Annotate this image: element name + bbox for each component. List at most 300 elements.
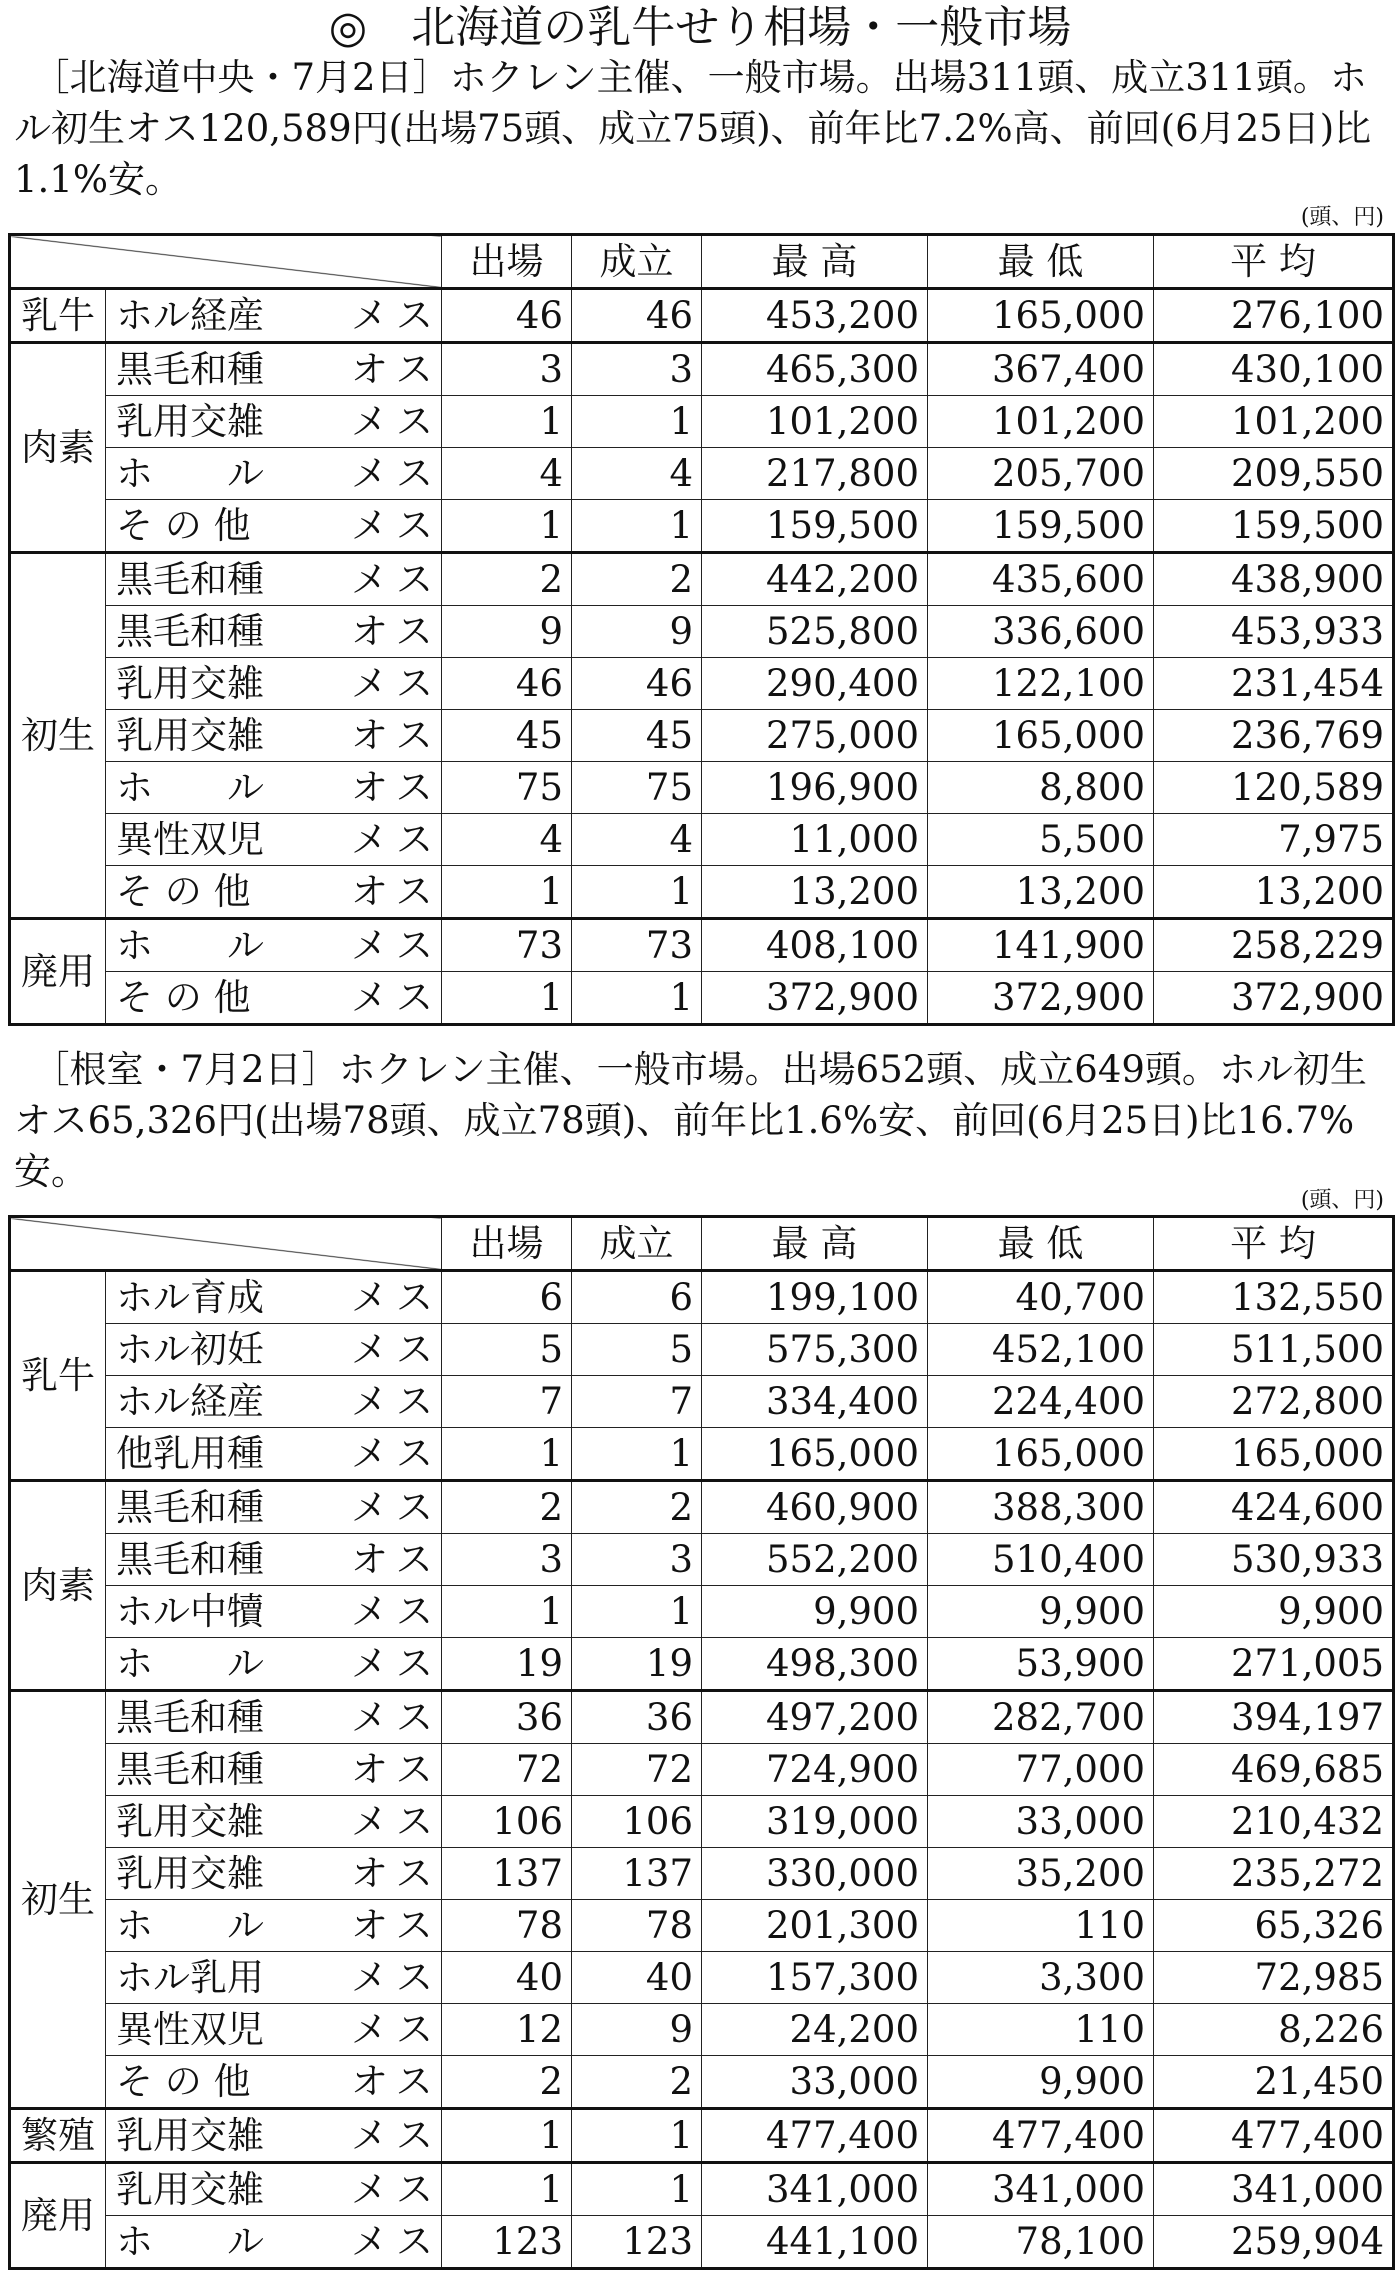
value-cell: 394,197 (1154, 1691, 1394, 1744)
column-header: 最 低 (928, 235, 1154, 289)
item-cell (106, 1952, 442, 2004)
item-name: 乳用交雑 (116, 1800, 264, 1843)
value-cell: 272,800 (1154, 1376, 1394, 1428)
table-row (10, 1481, 1394, 1534)
table-row (10, 2004, 1394, 2056)
value-cell: 165,000 (928, 1428, 1154, 1481)
value-cell: 497,200 (702, 1691, 928, 1744)
value-cell: 2 (442, 553, 572, 606)
value-cell: 106 (572, 1796, 702, 1848)
item-sex: オス (351, 870, 441, 913)
item-sex: オス (351, 348, 441, 391)
item-cell (106, 972, 442, 1025)
item-name: そ の 他 (116, 976, 251, 1019)
category-cell: 乳牛 (10, 289, 106, 343)
value-cell: 438,900 (1154, 553, 1394, 606)
item-cell (106, 2216, 442, 2269)
item-cell (106, 1586, 442, 1638)
item-cell (106, 658, 442, 710)
item-sex: オス (351, 1852, 441, 1895)
value-cell: 36 (442, 1691, 572, 1744)
table-row (10, 2109, 1394, 2163)
value-cell: 45 (442, 710, 572, 762)
value-cell: 453,200 (702, 289, 928, 343)
value-cell: 159,500 (928, 500, 1154, 553)
column-header: 最 高 (702, 1217, 928, 1271)
value-cell: 4 (572, 448, 702, 500)
table-row (10, 1586, 1394, 1638)
column-header: 平 均 (1154, 1217, 1394, 1271)
item-cell (106, 500, 442, 553)
item-name: ホル育成 (116, 1276, 264, 1319)
value-cell: 367,400 (928, 343, 1154, 396)
value-cell: 110 (928, 2004, 1154, 2056)
value-cell: 724,900 (702, 1744, 928, 1796)
value-cell: 199,100 (702, 1271, 928, 1324)
item-sex: オス (351, 1904, 441, 1947)
value-cell: 106 (442, 1796, 572, 1848)
value-cell: 231,454 (1154, 658, 1394, 710)
category-cell: 肉素 (10, 343, 106, 553)
value-cell: 3,300 (928, 1952, 1154, 2004)
item-name: 黒毛和種 (116, 1486, 264, 1529)
column-header: 最 高 (702, 235, 928, 289)
table-row (10, 1900, 1394, 1952)
value-cell: 46 (572, 289, 702, 343)
value-cell: 2 (572, 2056, 702, 2109)
item-cell (106, 1428, 442, 1481)
table-row (10, 762, 1394, 814)
item-name: 異性双児 (116, 2008, 264, 2051)
header-diagonal-corner (10, 1217, 442, 1271)
item-sex: メス (351, 662, 441, 705)
table-row (10, 919, 1394, 972)
table-row (10, 1271, 1394, 1324)
table-row (10, 289, 1394, 343)
column-header: 最 低 (928, 1217, 1154, 1271)
category-cell: 初生 (10, 553, 106, 919)
value-cell: 452,100 (928, 1324, 1154, 1376)
item-sex: メス (351, 976, 441, 1019)
value-cell: 408,100 (702, 919, 928, 972)
column-header: 平 均 (1154, 235, 1394, 289)
item-name: 乳用交雑 (116, 2114, 264, 2157)
category-cell: 廃用 (10, 919, 106, 1025)
value-cell: 141,900 (928, 919, 1154, 972)
item-name: ホ ル (116, 1642, 264, 1685)
value-cell: 217,800 (702, 448, 928, 500)
item-name: そ の 他 (116, 870, 251, 913)
item-cell (106, 606, 442, 658)
item-cell (106, 1324, 442, 1376)
table-row (10, 658, 1394, 710)
item-sex: メス (351, 2220, 441, 2263)
value-cell: 3 (572, 1534, 702, 1586)
value-cell: 9 (572, 2004, 702, 2056)
value-cell: 453,933 (1154, 606, 1394, 658)
item-cell (106, 1744, 442, 1796)
item-cell (106, 1376, 442, 1428)
value-cell: 13,200 (702, 866, 928, 919)
item-cell (106, 2109, 442, 2163)
value-cell: 137 (442, 1848, 572, 1900)
item-cell (106, 1271, 442, 1324)
table-row (10, 972, 1394, 1025)
value-cell: 9,900 (702, 1586, 928, 1638)
value-cell: 6 (572, 1271, 702, 1324)
table-row (10, 2216, 1394, 2269)
value-cell: 276,100 (1154, 289, 1394, 343)
item-name: ホル乳用 (116, 1956, 264, 1999)
value-cell: 210,432 (1154, 1796, 1394, 1848)
value-cell: 290,400 (702, 658, 928, 710)
value-cell: 336,600 (928, 606, 1154, 658)
value-cell: 1 (572, 396, 702, 448)
value-cell: 341,000 (1154, 2163, 1394, 2216)
item-name: 黒毛和種 (116, 558, 264, 601)
value-cell: 477,400 (702, 2109, 928, 2163)
table-row (10, 500, 1394, 553)
value-cell: 53,900 (928, 1638, 1154, 1691)
value-cell: 40,700 (928, 1271, 1154, 1324)
value-cell: 19 (572, 1638, 702, 1691)
item-cell (106, 1900, 442, 1952)
value-cell: 552,200 (702, 1534, 928, 1586)
item-cell (106, 710, 442, 762)
value-cell: 201,300 (702, 1900, 928, 1952)
value-cell: 1 (442, 396, 572, 448)
item-cell (106, 1796, 442, 1848)
item-name: 乳用交雑 (116, 714, 264, 757)
value-cell: 209,550 (1154, 448, 1394, 500)
table-row (10, 396, 1394, 448)
category-cell: 肉素 (10, 1481, 106, 1691)
value-cell: 101,200 (928, 396, 1154, 448)
item-name: そ の 他 (116, 2060, 251, 2103)
item-name: ホル中犢 (116, 1590, 264, 1633)
item-name: 乳用交雑 (116, 2168, 264, 2211)
value-cell: 2 (442, 1481, 572, 1534)
value-cell: 132,550 (1154, 1271, 1394, 1324)
value-cell: 1 (442, 2163, 572, 2216)
item-cell (106, 553, 442, 606)
value-cell: 35,200 (928, 1848, 1154, 1900)
value-cell: 465,300 (702, 343, 928, 396)
value-cell: 430,100 (1154, 343, 1394, 396)
item-cell (106, 2004, 442, 2056)
value-cell: 5,500 (928, 814, 1154, 866)
table-header-row (10, 235, 1394, 289)
column-header: 出場 (442, 1217, 572, 1271)
value-cell: 205,700 (928, 448, 1154, 500)
value-cell: 282,700 (928, 1691, 1154, 1744)
value-cell: 24,200 (702, 2004, 928, 2056)
value-cell: 442,200 (702, 553, 928, 606)
item-name: 乳用交雑 (116, 400, 264, 443)
value-cell: 120,589 (1154, 762, 1394, 814)
item-name: ホ ル (116, 2220, 264, 2263)
value-cell: 11,000 (702, 814, 928, 866)
item-sex: オス (351, 610, 441, 653)
value-cell: 2 (572, 1481, 702, 1534)
value-cell: 33,000 (928, 1796, 1154, 1848)
value-cell: 1 (572, 500, 702, 553)
value-cell: 8,226 (1154, 2004, 1394, 2056)
item-name: 黒毛和種 (116, 348, 264, 391)
value-cell: 40 (442, 1952, 572, 2004)
value-cell: 36 (572, 1691, 702, 1744)
item-sex: メス (351, 400, 441, 443)
value-cell: 575,300 (702, 1324, 928, 1376)
column-header: 成立 (572, 1217, 702, 1271)
table-row (10, 1428, 1394, 1481)
value-cell: 341,000 (702, 2163, 928, 2216)
item-name: 黒毛和種 (116, 1538, 264, 1581)
page-title: ◎ 北海道の乳牛せり相場・一般市場 (328, 2, 1072, 53)
value-cell: 469,685 (1154, 1744, 1394, 1796)
item-sex: メス (351, 1432, 441, 1475)
value-cell: 9,900 (928, 2056, 1154, 2109)
item-sex: オス (351, 714, 441, 757)
table-row (10, 606, 1394, 658)
value-cell: 75 (442, 762, 572, 814)
item-sex: メス (351, 2008, 441, 2051)
item-cell (106, 1534, 442, 1586)
value-cell: 72,985 (1154, 1952, 1394, 2004)
item-sex: メス (351, 1590, 441, 1633)
value-cell: 8,800 (928, 762, 1154, 814)
value-cell: 6 (442, 1271, 572, 1324)
item-cell (106, 1848, 442, 1900)
value-cell: 137 (572, 1848, 702, 1900)
value-cell: 510,400 (928, 1534, 1154, 1586)
item-sex: オス (351, 2060, 441, 2103)
item-sex: メス (351, 1956, 441, 1999)
value-cell: 7,975 (1154, 814, 1394, 866)
item-sex: メス (351, 1380, 441, 1423)
value-cell: 123 (442, 2216, 572, 2269)
value-cell: 78 (572, 1900, 702, 1952)
value-cell: 4 (442, 814, 572, 866)
table-row (10, 2163, 1394, 2216)
item-name: ホ ル (116, 452, 264, 495)
value-cell: 72 (442, 1744, 572, 1796)
item-sex: メス (351, 2168, 441, 2211)
value-cell: 165,000 (928, 710, 1154, 762)
value-cell: 73 (442, 919, 572, 972)
value-cell: 19 (442, 1638, 572, 1691)
section-1-market-table (8, 233, 1395, 1026)
value-cell: 319,000 (702, 1796, 928, 1848)
value-cell: 196,900 (702, 762, 928, 814)
item-cell (106, 2163, 442, 2216)
value-cell: 1 (442, 2109, 572, 2163)
value-cell: 1 (572, 1586, 702, 1638)
value-cell: 101,200 (1154, 396, 1394, 448)
value-cell: 9 (442, 606, 572, 658)
table-row (10, 343, 1394, 396)
value-cell: 21,450 (1154, 2056, 1394, 2109)
value-cell: 1 (442, 866, 572, 919)
value-cell: 1 (572, 2109, 702, 2163)
item-sex: メス (351, 1328, 441, 1371)
item-cell (106, 814, 442, 866)
value-cell: 45 (572, 710, 702, 762)
value-cell: 1 (572, 1428, 702, 1481)
item-cell (106, 1691, 442, 1744)
table-header-row (10, 1217, 1394, 1271)
value-cell: 7 (442, 1376, 572, 1428)
value-cell: 40 (572, 1952, 702, 2004)
item-sex: オス (351, 1538, 441, 1581)
item-name: 乳用交雑 (116, 1852, 264, 1895)
value-cell: 224,400 (928, 1376, 1154, 1428)
value-cell: 78 (442, 1900, 572, 1952)
value-cell: 3 (442, 1534, 572, 1586)
value-cell: 424,600 (1154, 1481, 1394, 1534)
value-cell: 73 (572, 919, 702, 972)
value-cell: 13,200 (1154, 866, 1394, 919)
value-cell: 460,900 (702, 1481, 928, 1534)
value-cell: 33,000 (702, 2056, 928, 2109)
item-sex: メス (351, 2114, 441, 2157)
value-cell: 78,100 (928, 2216, 1154, 2269)
value-cell: 46 (572, 658, 702, 710)
item-cell (106, 1638, 442, 1691)
table-row (10, 2056, 1394, 2109)
value-cell: 72 (572, 1744, 702, 1796)
category-cell: 繁殖 (10, 2109, 106, 2163)
value-cell: 2 (572, 553, 702, 606)
value-cell: 1 (442, 500, 572, 553)
table-row (10, 1376, 1394, 1428)
item-name: ホ ル (116, 766, 264, 809)
table-row (10, 1691, 1394, 1744)
item-name: ホル経産 (116, 294, 264, 337)
value-cell: 498,300 (702, 1638, 928, 1691)
value-cell: 157,300 (702, 1952, 928, 2004)
value-cell: 372,900 (928, 972, 1154, 1025)
value-cell: 5 (572, 1324, 702, 1376)
table-row (10, 710, 1394, 762)
value-cell: 275,000 (702, 710, 928, 762)
item-sex: メス (351, 294, 441, 337)
table-row (10, 1534, 1394, 1586)
item-name: 黒毛和種 (116, 1748, 264, 1791)
value-cell: 3 (442, 343, 572, 396)
value-cell: 530,933 (1154, 1534, 1394, 1586)
value-cell: 1 (572, 2163, 702, 2216)
value-cell: 388,300 (928, 1481, 1154, 1534)
value-cell: 372,900 (1154, 972, 1394, 1025)
item-name: ホル初妊 (116, 1328, 264, 1371)
value-cell: 122,100 (928, 658, 1154, 710)
value-cell: 258,229 (1154, 919, 1394, 972)
value-cell: 235,272 (1154, 1848, 1394, 1900)
category-cell: 初生 (10, 1691, 106, 2109)
table-row (10, 1638, 1394, 1691)
section-1-unit-label: (頭、円) (1300, 205, 1384, 230)
value-cell: 165,000 (702, 1428, 928, 1481)
value-cell: 12 (442, 2004, 572, 2056)
item-cell (106, 343, 442, 396)
item-name: ホ ル (116, 924, 264, 967)
item-name: 黒毛和種 (116, 1696, 264, 1739)
item-sex: メス (351, 452, 441, 495)
value-cell: 525,800 (702, 606, 928, 658)
value-cell: 159,500 (1154, 500, 1394, 553)
column-header: 成立 (572, 235, 702, 289)
value-cell: 3 (572, 343, 702, 396)
value-cell: 477,400 (928, 2109, 1154, 2163)
value-cell: 511,500 (1154, 1324, 1394, 1376)
value-cell: 101,200 (702, 396, 928, 448)
item-name: 異性双児 (116, 818, 264, 861)
item-cell (106, 2056, 442, 2109)
section-2-unit-label: (頭、円) (1300, 1188, 1384, 1213)
value-cell: 165,000 (1154, 1428, 1394, 1481)
item-name: ホル経産 (116, 1380, 264, 1423)
value-cell: 341,000 (928, 2163, 1154, 2216)
table-row (10, 448, 1394, 500)
value-cell: 46 (442, 658, 572, 710)
value-cell: 330,000 (702, 1848, 928, 1900)
table-row (10, 1324, 1394, 1376)
item-cell (106, 289, 442, 343)
item-cell (106, 1481, 442, 1534)
value-cell: 477,400 (1154, 2109, 1394, 2163)
value-cell: 435,600 (928, 553, 1154, 606)
table-row (10, 1744, 1394, 1796)
value-cell: 159,500 (702, 500, 928, 553)
item-name: 黒毛和種 (116, 610, 264, 653)
item-sex: メス (351, 1642, 441, 1685)
item-sex: メス (351, 818, 441, 861)
item-name: そ の 他 (116, 504, 251, 547)
item-sex: オス (351, 766, 441, 809)
item-sex: オス (351, 1748, 441, 1791)
item-name: 他乳用種 (116, 1432, 264, 1475)
value-cell: 110 (928, 1900, 1154, 1952)
value-cell: 1 (442, 1428, 572, 1481)
column-header: 出場 (442, 235, 572, 289)
value-cell: 271,005 (1154, 1638, 1394, 1691)
item-name: ホ ル (116, 1904, 264, 1947)
value-cell: 5 (442, 1324, 572, 1376)
table-row (10, 866, 1394, 919)
value-cell: 441,100 (702, 2216, 928, 2269)
item-sex: メス (351, 1696, 441, 1739)
table-row (10, 814, 1394, 866)
item-sex: メス (351, 558, 441, 601)
item-sex: メス (351, 1800, 441, 1843)
value-cell: 1 (572, 866, 702, 919)
value-cell: 46 (442, 289, 572, 343)
value-cell: 259,904 (1154, 2216, 1394, 2269)
value-cell: 4 (572, 814, 702, 866)
section-2-market-table (8, 1215, 1395, 2270)
value-cell: 2 (442, 2056, 572, 2109)
item-name: 乳用交雑 (116, 662, 264, 705)
value-cell: 9 (572, 606, 702, 658)
item-cell (106, 396, 442, 448)
table-row (10, 1952, 1394, 2004)
value-cell: 4 (442, 448, 572, 500)
value-cell: 65,326 (1154, 1900, 1394, 1952)
value-cell: 165,000 (928, 289, 1154, 343)
value-cell: 9,900 (1154, 1586, 1394, 1638)
item-sex: メス (351, 1486, 441, 1529)
